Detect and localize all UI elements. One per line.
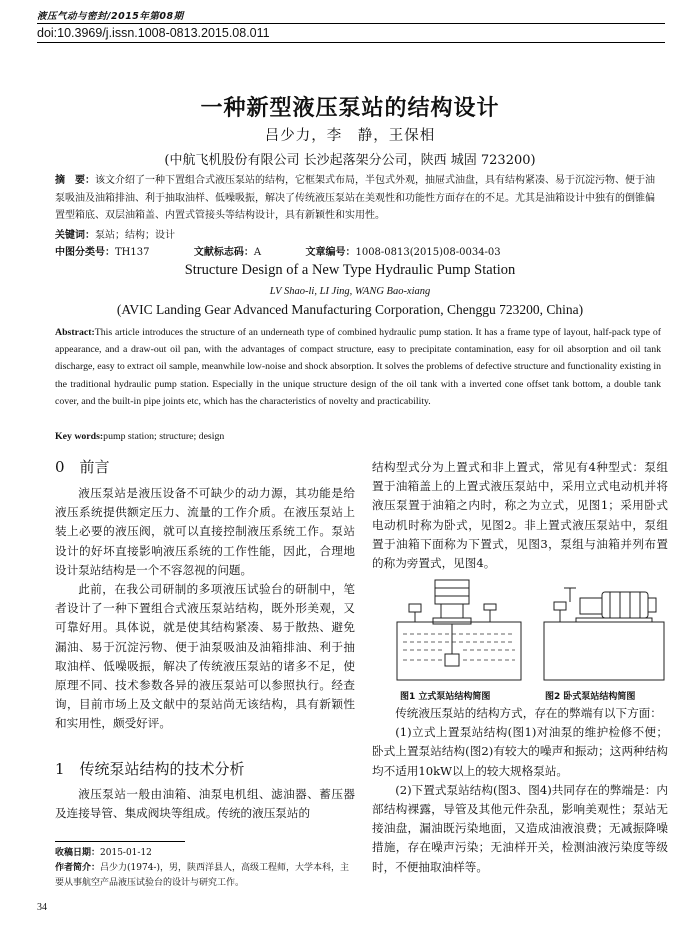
authors-cn: 吕少力，李 静，王保相: [264, 128, 436, 144]
keywords-en-text: pump station; structure; design: [103, 431, 225, 442]
right-paragraph-1: [372, 458, 668, 573]
keywords-en: [55, 431, 661, 442]
fig2-oil-tank: [544, 622, 664, 680]
header-rule-thin: [37, 42, 665, 43]
clc-value: TH137: [115, 247, 150, 258]
classification-line: [55, 243, 661, 258]
affiliation-cn: (中航飞机股份有限公司 长沙起落架分公司，陕西 城固 723200): [164, 153, 536, 168]
keywords-cn-label: 关键词：: [55, 230, 95, 241]
article-number-label: 文章编号：: [305, 247, 356, 258]
section0-paragraph-1: 液压泵站是液压设备不可缺少的动力源，其功能是给液压系统提供额定压力、流量的工作介质。在液压泵站上装上必要的液压阀，就可以直接控制液压系统工作。泵站设计的好坏直接影响液压系统的工作性能，因此，合理地设计泵站结构是一个不容忽视的问题。: [55, 486, 355, 577]
article-number-value: 1008-0813(2015)08-0034-03: [355, 247, 501, 258]
section1-paragraph-1: 液压泵站一般由油箱、油泵电机组、滤油器、蓄压器及连接导管、集成阀块等组成。传统的液压泵站的: [55, 787, 355, 821]
title-en: Structure Design of a New Type Hydraulic Pump Station: [184, 262, 516, 278]
title-cn: 一种新型液压泵站的结构设计: [200, 96, 500, 121]
figure-2-caption: 图2 卧式泵站结构简图: [545, 692, 636, 702]
received-date: 2015-01-12: [100, 848, 152, 858]
page-number: 34: [37, 902, 47, 913]
fig2-pump: [580, 598, 602, 614]
fig1-motor: [435, 580, 469, 604]
section0-paragraph-2: 此前，在我公司研制的多项液压试验台的研制中，笔者设计了一种下置组合式液压泵站结构，既外形美观，又可靠好用。具体说，就是使其结构紧凑、易于散热、避免漏油、易于沉淀污物、便于油泵吸油及油箱排油、利于抽取油样、低噪吸振，解决了传统液压泵站的诸多不足，使原理不同、技术参数各异的液压泵站可以参照执行。经查询，目前市场上及文献中的泵站尚无该结构，具有新颖性和实用性，颇受好评。: [55, 582, 355, 731]
right-p1-text: 结构型式分为上置式和非上置式，常见有4种型式：泵组置于油箱盖上的上置式液压泵站中，采用立式电动机并将液压泵置于油箱之内时，称之为立式，见图1；采用卧式电动机时称为卧式，见图2。非上置式液压泵站中，泵组置于油箱下面称为下置式，见图3，泵组与油箱并列布置的称为旁置式，见图4。: [372, 460, 668, 571]
abstract-en-label: Abstract:: [55, 327, 95, 338]
affiliation-en: (AVIC Landing Gear Advanced Manufacturing Corporation, Chenggu 723200, China): [116, 302, 584, 317]
footnote-author: [55, 861, 355, 891]
abstract-en-text: This article introduces the structure of an underneath type of combined hydraulic pump station. It has a frame type of layout, half-pack type of appearance, and a draw-out oil pan, with the advantages of compact structure, easy to precipitate contamination, easy for oil absorption and oil tank discharge, easy to extract oil sample, meanwhile low-noise and shock absorption. It solves the problems of defective structure and functionality existing in the traditional hydraulic pump station. Especially in the unique structure design of the oil tank with a inverted cone offset tank bottom, a double tank cover, and the built-in pipe joints etc, which has the characteristics of novelty and practicability.: [55, 327, 661, 407]
section0-body: [55, 484, 355, 734]
figure-1-caption: 图1 立式泵站结构简图: [400, 692, 491, 702]
section0-heading: 0 前言: [55, 458, 110, 476]
footnote: [55, 846, 355, 891]
header-rule: [37, 23, 665, 24]
right-paragraph-4: (2)下置式泵站结构(图3、图4)共同存在的弊端是：内部结构裸露，导管及其他元件杂乱，影响美观性；泵站无接油盘，漏油既污染地面，又造成油液浪费；无减振降噪措施，存在噪声污染；无油样开关，检测油液污染度等级时，不便抽取油样等。: [372, 782, 668, 874]
doc-code-label: 文献标志码：: [193, 247, 254, 258]
section1-body: [55, 785, 355, 823]
abstract-en: [55, 324, 661, 410]
authors-en: LV Shao-li, LI Jing, WANG Bao-xiang: [269, 286, 431, 297]
journal-header: 液压气动与密封/2015年第08期: [37, 11, 184, 22]
keywords-en-label: Key words:: [55, 431, 104, 442]
figure-2-horizontal-station-diagram: [540, 574, 668, 684]
abstract-cn: [55, 172, 661, 225]
clc-label: 中图分类号：: [55, 247, 115, 258]
right-paragraph-2: 传统液压泵站的结构方式，存在的弊端有以下方面：: [395, 706, 662, 720]
received-label: 收稿日期：: [55, 848, 101, 858]
keywords-cn-text: 泵站；结构；设计: [95, 230, 175, 241]
author-bio-label: 作者简介：: [55, 863, 101, 873]
fig1-oil-tank: [397, 622, 521, 680]
doc-code-value: A: [253, 247, 262, 258]
figure-1-vertical-station-diagram: [395, 574, 523, 684]
doi: doi:10.3969/j.issn.1008-0813.2015.08.011: [37, 26, 270, 40]
section1-heading: 1 传统泵站结构的技术分析: [55, 760, 245, 778]
abstract-cn-label: 摘 要：: [55, 175, 95, 186]
author-bio: 吕少力(1974-)，男，陕西洋县人，高级工程师，大学本科，主要从事航空产品液压试验台的设计与研究工作。: [55, 863, 349, 888]
fig2-motor: [602, 592, 648, 618]
right-body: [372, 704, 668, 877]
footnote-rule: [55, 841, 185, 842]
footnote-received: [55, 846, 355, 861]
abstract-cn-text: 该文介绍了一种下置组合式液压泵站的结构，它框架式布局，半包式外观，抽屉式油盘，具有结构紧凑、易于沉淀污物、便于油泵吸油及油箱排油、利于抽取油样、低噪吸振，解决了传统液压泵站在美观性和功能性方面存在的不足。尤其是油箱设计中独有的倒锥偏置型箱底、双层油箱盖、内置式管接头等结构设计，具有新颖性和实用性。: [55, 175, 655, 221]
right-paragraph-3: (1)立式上置泵站结构(图1)对油泵的维护检修不便；卧式上置泵站结构(图2)有较大的噪声和振动；这两种结构均不适用10kW以上的较大规格泵站。: [372, 725, 668, 778]
keywords-cn: [55, 226, 661, 241]
